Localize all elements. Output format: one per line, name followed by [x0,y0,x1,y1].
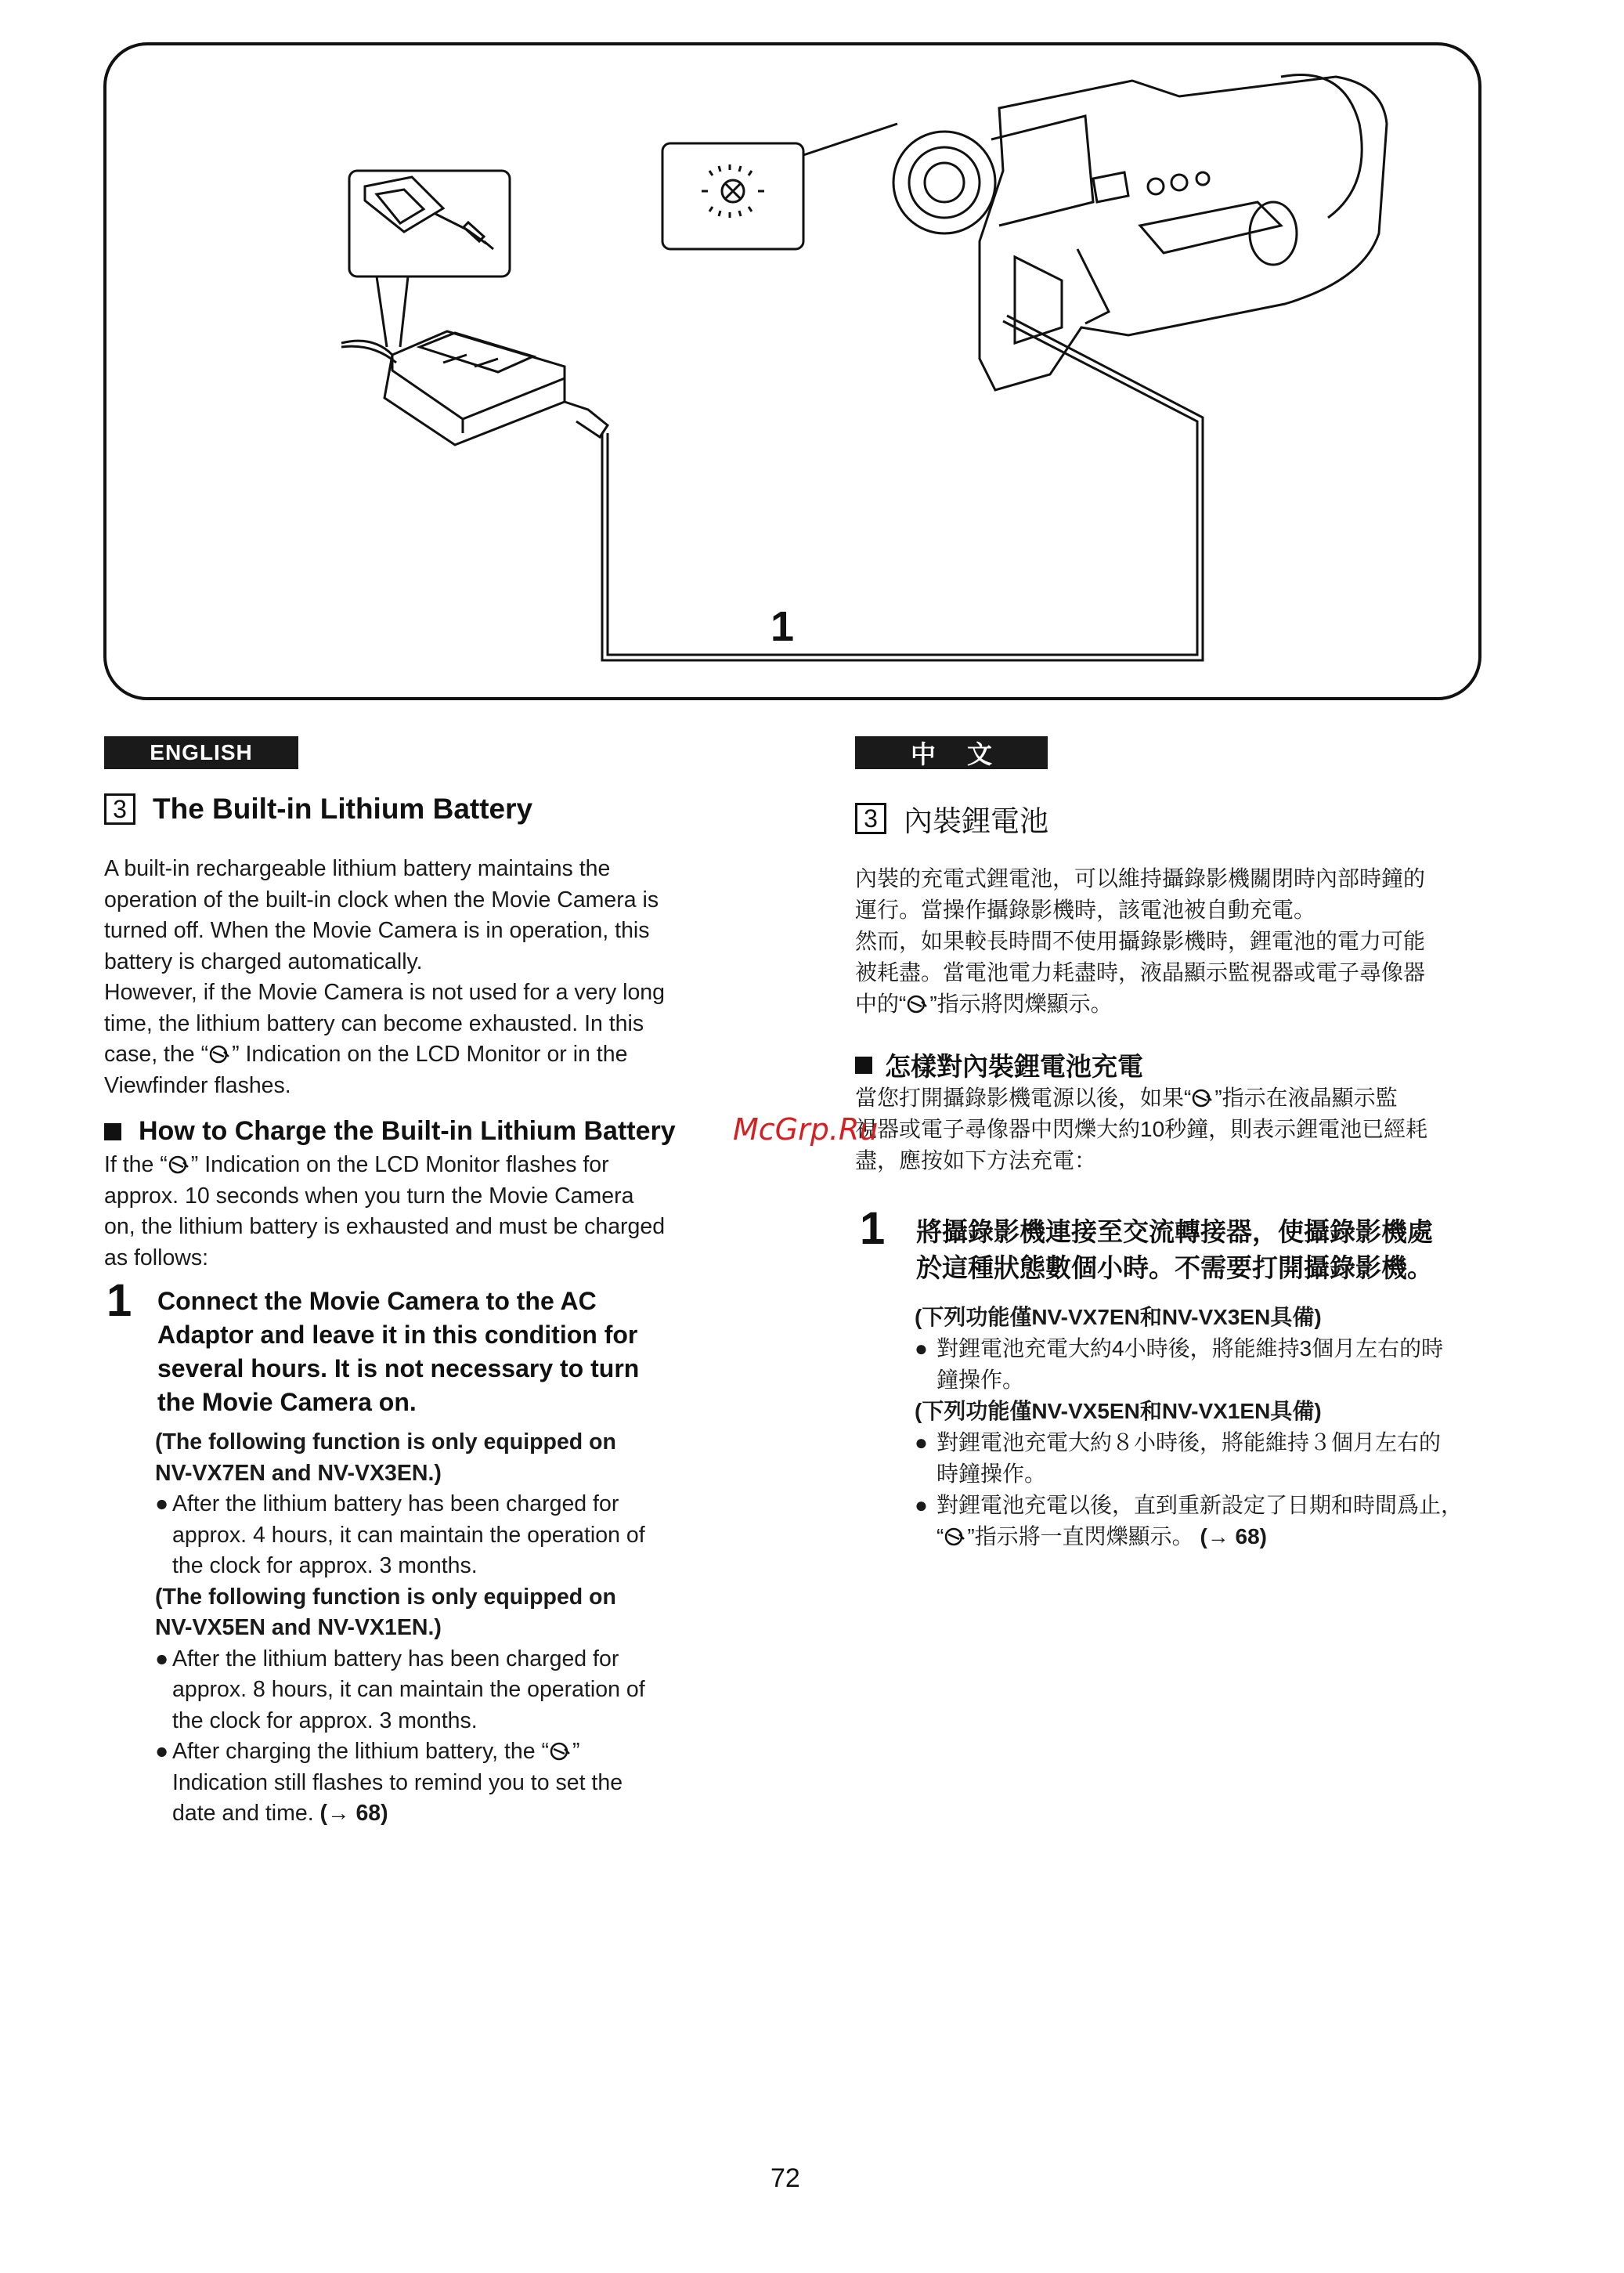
battery-warning-icon [549,1741,572,1762]
text-line: several hours. It is not necessary to turn [157,1354,640,1382]
movie-camera [980,77,1387,390]
section-number: 3 [104,793,135,825]
connection-cable [602,316,1203,660]
page-reference: (→ 68) [319,1801,388,1826]
notes-english [155,1427,758,1830]
step-instruction-english [157,1285,752,1419]
subheading-english [104,1116,676,1147]
bullet-icon: ● [915,1493,928,1517]
language-label-english: ENGLISH [104,736,298,769]
bullet-icon: ● [915,1336,928,1361]
step-instruction-chinese [916,1214,1511,1286]
bullet-icon: ● [915,1430,928,1455]
text-line: approx. 10 seconds when you turn the Movie Camera [104,1183,634,1209]
text-line: However, if the Movie Camera is not used for a very long [104,980,665,1005]
subheading-chinese [855,1046,1143,1083]
notes-chinese [915,1302,1518,1552]
section-heading-english [104,793,532,826]
indicator-closeup-inset [662,143,803,249]
battery-warning-icon [208,1044,232,1064]
intro-paragraph-english [104,854,754,1101]
text-line: 將攝錄影機連接至交流轉接器，使攝錄影機處 [916,1217,1433,1246]
watermark: McGrp.Ru [733,1112,879,1147]
camera-ac-adaptor-illustration [106,45,1485,703]
battery-warning-icon [1191,1088,1214,1108]
square-bullet-icon [104,1123,121,1140]
model-note: (下列功能僅NV-VX5EN和NV-VX1EN具備) [915,1399,1322,1423]
subheading-text: How to Charge the Built-in Lithium Battery [139,1116,676,1146]
text-line: A built-in rechargeable lithium battery maintains the [104,856,611,881]
text-line: battery is charged automatically. [104,949,423,974]
list-item: ● 對鋰電池充電以後，直到重新設定了日期和時間爲止， “ ”指示將一直閃爍顯示。 (→ 68) [915,1490,1518,1552]
text-line: on, the lithium battery is exhausted and must be charged [104,1214,666,1239]
model-note: (The following function is only equipped on [155,1584,616,1610]
text-line: as follows: [104,1245,209,1270]
page-number: 72 [770,2163,800,2193]
list-item: ● 對鋰電池充電大約８小時後，將能維持３個月左右的 時鐘操作。 [915,1427,1518,1490]
model-note: NV-VX7EN and NV-VX3EN.) [155,1460,442,1486]
list-item: ● 對鋰電池充電大約4小時後，將能維持3個月左右的時 鐘操作。 [915,1333,1518,1396]
text-line: Connect the Movie Camera to the AC [157,1287,597,1315]
text-line: 運行。當操作攝錄影機時，該電池被自動充電。 [855,898,1316,922]
text-line: case, the “ ” Indication on the LCD Monitor or in the [104,1042,628,1067]
language-label-chinese: 中文 [855,736,1048,769]
text-line: Viewfinder flashes. [104,1072,291,1098]
illustration-frame [103,42,1481,700]
text-line: 內裝的充電式鋰電池，可以維持攝錄影機關閉時內部時鐘的 [855,866,1426,891]
text-line: If the “ ” Indication on the LCD Monitor flashes for [104,1152,609,1177]
step-number: 1 [106,1275,132,1326]
text-line: turned off. When the Movie Camera is in operation, this [104,918,650,943]
text-line: 於這種狀態數個小時。不需要打開攝錄影機。 [916,1253,1433,1282]
plug-closeup-inset [349,171,510,276]
text-line: 被耗盡。當電池電力耗盡時，液晶顯示監視器或電子尋像器 [855,960,1426,985]
bullet-icon: ● [155,1491,169,1516]
text-line: the Movie Camera on. [157,1388,417,1416]
text-line: 中的“ ”指示將閃爍顯示。 [855,992,1113,1016]
charge-paragraph-chinese [855,1082,1513,1176]
bullet-icon: ● [155,1739,169,1764]
callout-number: 1 [770,603,795,650]
section-heading-chinese [855,797,1048,840]
list-item: ● After the lithium battery has been charged for approx. 4 hours, it can maintain the operation of the clock for approx. 3 months. [155,1489,758,1582]
bullet-icon: ● [155,1646,169,1671]
section-title: The Built-in Lithium Battery [153,793,533,825]
list-item: ● After charging the lithium battery, the “ ” Indication still flashes to remind you to set the date and time. (→ 68) [155,1736,758,1830]
model-note: NV-VX5EN and NV-VX1EN.) [155,1615,442,1640]
text-line: 然而，如果較長時間不使用攝錄影機時，鋰電池的電力可能 [855,929,1426,953]
page-reference: (→ 68) [1200,1524,1268,1548]
battery-warning-icon [944,1527,967,1547]
text-line: time, the lithium battery can become exhausted. In this [104,1010,644,1036]
section-number: 3 [855,803,886,834]
text-line: 當您打開攝錄影機電源以後，如果“ ”指示在液晶顯示監 [855,1086,1398,1110]
text-line: operation of the built-in clock when the Movie Camera is [104,887,659,912]
battery-warning-icon [168,1155,191,1175]
text-line: 盡，應按如下方法充電： [855,1148,1097,1173]
section-title: 內裝鋰電池 [904,805,1048,837]
text-line: Adaptor and leave it in this condition for [157,1321,638,1349]
step-number: 1 [860,1203,886,1254]
text-line: 視器或電子尋像器中閃爍大約10秒鐘，則表示鋰電池已經耗 [855,1117,1428,1141]
model-note: (下列功能僅NV-VX7EN和NV-VX3EN具備) [915,1305,1322,1329]
intro-paragraph-chinese [855,863,1513,1020]
model-note: (The following function is only equipped on [155,1429,616,1455]
subheading-text: 怎樣對內裝鋰電池充電 [885,1052,1143,1081]
list-item: ● After the lithium battery has been charged for approx. 8 hours, it can maintain the operation of the clock for approx. 3 months. [155,1644,758,1737]
square-bullet-icon [855,1057,872,1074]
charge-paragraph-english [104,1150,754,1274]
battery-warning-icon [906,994,929,1014]
